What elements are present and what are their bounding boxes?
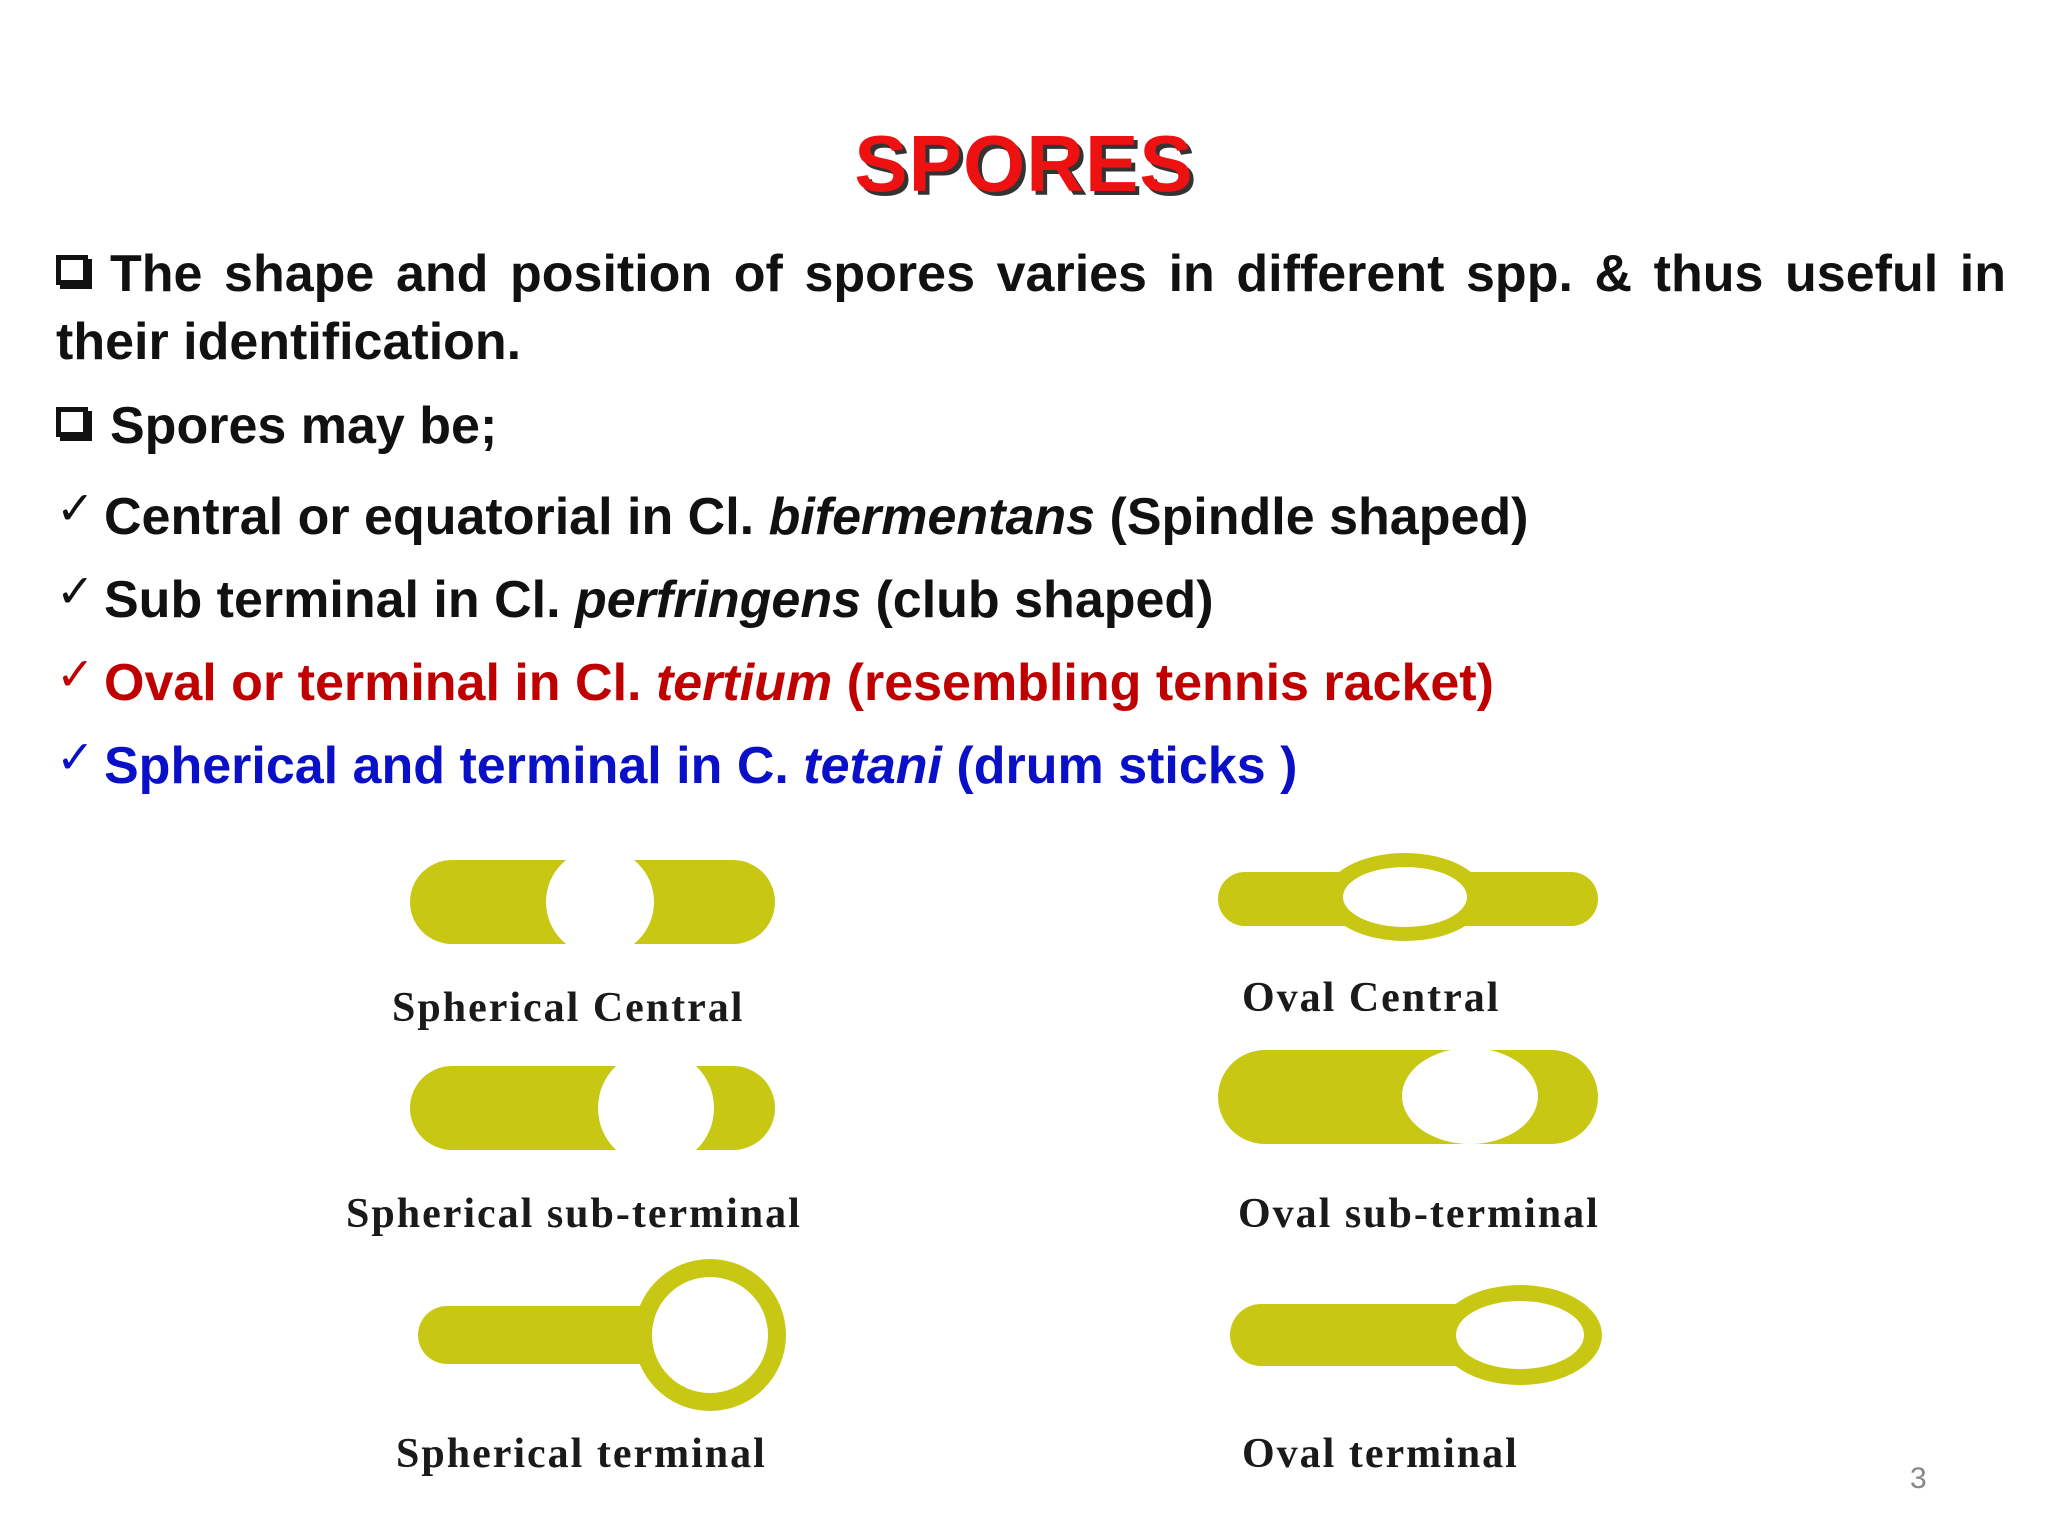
item-text: Oval or terminal in: [104, 654, 576, 712]
genus-name: C.: [736, 737, 804, 795]
checkmark-icon: ✓: [56, 565, 95, 617]
paragraph-text-end: their identification.: [56, 313, 522, 371]
item-note: (resembling tennis racket): [832, 654, 1494, 712]
oval-central-bacillus-icon: [1218, 853, 1598, 941]
species-name: bifermentans: [768, 488, 1096, 546]
species-name: tertium: [655, 654, 833, 712]
label-oval-central: Oval Central: [1242, 975, 1501, 1021]
page-number: 3: [1910, 1462, 1927, 1495]
species-name: perfringens: [574, 571, 862, 629]
oval-terminal-bacillus-icon: [1230, 1285, 1602, 1385]
checkmark-icon: ✓: [56, 648, 95, 700]
item-note: (Spindle shaped): [1095, 488, 1529, 546]
item-note: (club shaped): [861, 571, 1214, 629]
label-spherical-terminal: Spherical terminal: [396, 1431, 767, 1477]
spherical-subterminal-bacillus-icon: [410, 1050, 775, 1166]
paragraph-text: Spores may be;: [110, 397, 498, 455]
spherical-central-bacillus-icon: [410, 848, 775, 956]
spherical-terminal-bacillus-icon: [418, 1259, 786, 1411]
label-oval-terminal: Oval terminal: [1242, 1431, 1519, 1477]
label-spherical-central: Spherical Central: [392, 985, 745, 1031]
checkmark-icon: ✓: [56, 482, 95, 534]
item-text: Central or equatorial in: [104, 488, 688, 546]
slide-title: SPORES: [854, 119, 1194, 208]
label-spherical-subterminal: Spherical sub-terminal: [346, 1191, 802, 1237]
paragraph-text-start: The shape and position of spores varies in different spp. & thus useful in: [110, 245, 2006, 303]
genus-name: Cl.: [494, 571, 575, 629]
item-text: Sub terminal in: [104, 571, 495, 629]
item-note: (drum sticks ): [941, 737, 1298, 795]
oval-subterminal-bacillus-icon: [1218, 1048, 1598, 1144]
item-text: Spherical and terminal in: [104, 737, 737, 795]
genus-name: Cl.: [575, 654, 656, 712]
species-name: tetani: [803, 737, 942, 795]
label-oval-subterminal: Oval sub-terminal: [1238, 1191, 1600, 1237]
genus-name: Cl.: [687, 488, 769, 546]
checkmark-icon: ✓: [56, 731, 95, 783]
